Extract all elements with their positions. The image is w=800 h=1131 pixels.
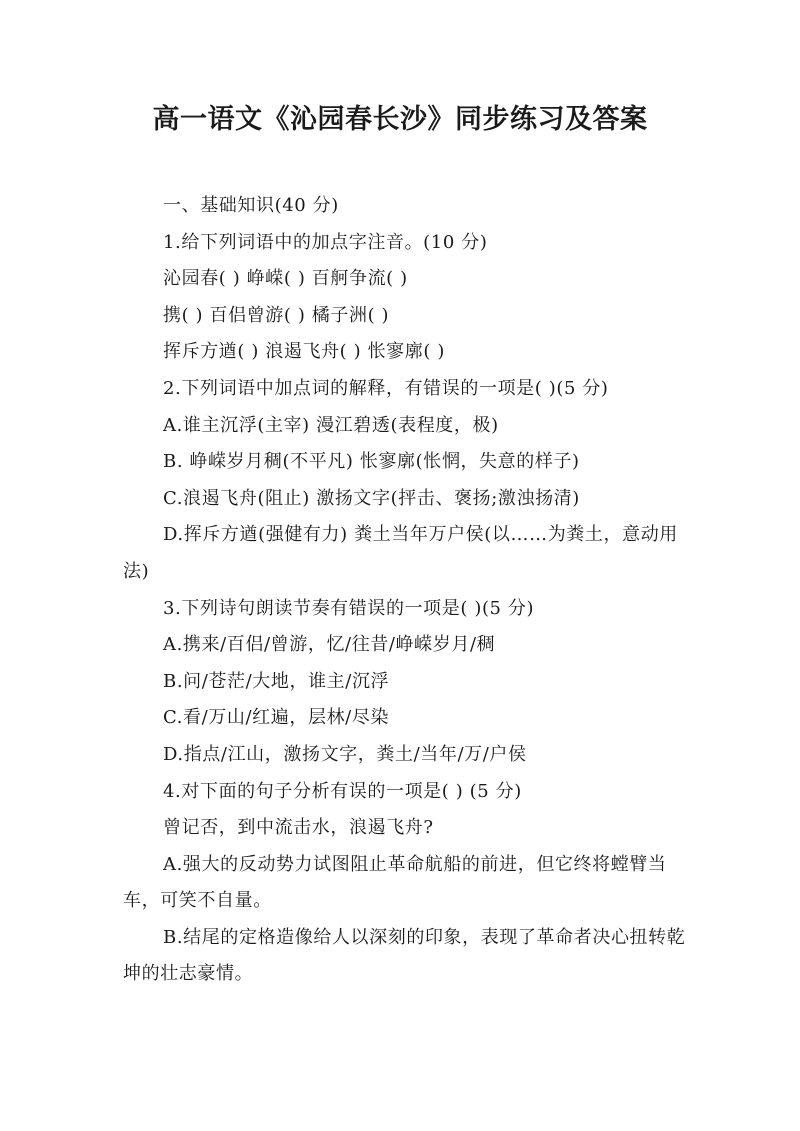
question-4-quote: 曾记否，到中流击水，浪遏飞舟? bbox=[163, 817, 434, 839]
question-3-option-a: A.携来/百侣/曾游，忆/往昔/峥嵘岁月/稠 bbox=[163, 634, 496, 656]
question-1-line-3: 挥斥方遒( ) 浪遏飞舟( ) 怅寥廓( ) bbox=[163, 341, 445, 363]
document-title: 高一语文《沁园春长沙》同步练习及答案 bbox=[152, 104, 648, 135]
question-3: 3.下列诗句朗读节奏有错误的一项是( )(5 分) bbox=[163, 597, 535, 619]
question-3-option-c: C.看/万山/红遍，层林/尽染 bbox=[163, 707, 390, 729]
question-3-option-d: D.指点/江山，激扬文字，粪土/当年/万/户侯 bbox=[163, 743, 527, 765]
question-3-option-b: B.问/苍茫/大地，谁主/沉浮 bbox=[163, 670, 390, 692]
question-2-option-d: D.挥斥方遒(强健有力) 粪土当年万户侯(以……为粪土，意动用法) bbox=[123, 524, 678, 582]
question-4-option-a: A.强大的反动势力试图阻止革命航船的前进，但它终将螳臂当车，可笑不自量。 bbox=[123, 853, 667, 912]
section-heading: 一、基础知识(40 分) bbox=[163, 195, 339, 216]
question-4-option-b: B.结尾的定格造像给人以深刻的印象，表现了革命者决心扭转乾坤的壮志豪情。 bbox=[123, 926, 686, 985]
question-1: 1.给下列词语中的加点字注音。(10 分) bbox=[163, 231, 488, 253]
document-body bbox=[123, 188, 693, 993]
question-2-option-b: B. 峥嵘岁月稠(不平凡) 怅寥廓(怅惘，失意的样子) bbox=[163, 451, 580, 473]
question-2: 2.下列词语中加点词的解释，有错误的一项是( )(5 分) bbox=[163, 377, 609, 399]
question-4: 4.对下面的句子分析有误的一项是( ) (5 分) bbox=[163, 780, 522, 802]
question-2-option-c: C.浪遏飞舟(阻止) 激扬文字(抨击、褒扬;激浊扬清) bbox=[163, 487, 580, 509]
question-2-option-a: A.谁主沉浮(主宰) 漫江碧透(表程度，极) bbox=[163, 414, 499, 436]
question-1-line-2: 携( ) 百侣曾游( ) 橘子洲( ) bbox=[163, 304, 390, 326]
question-1-line-1: 沁园春( ) 峥嵘( ) 百舸争流( ) bbox=[163, 268, 408, 290]
